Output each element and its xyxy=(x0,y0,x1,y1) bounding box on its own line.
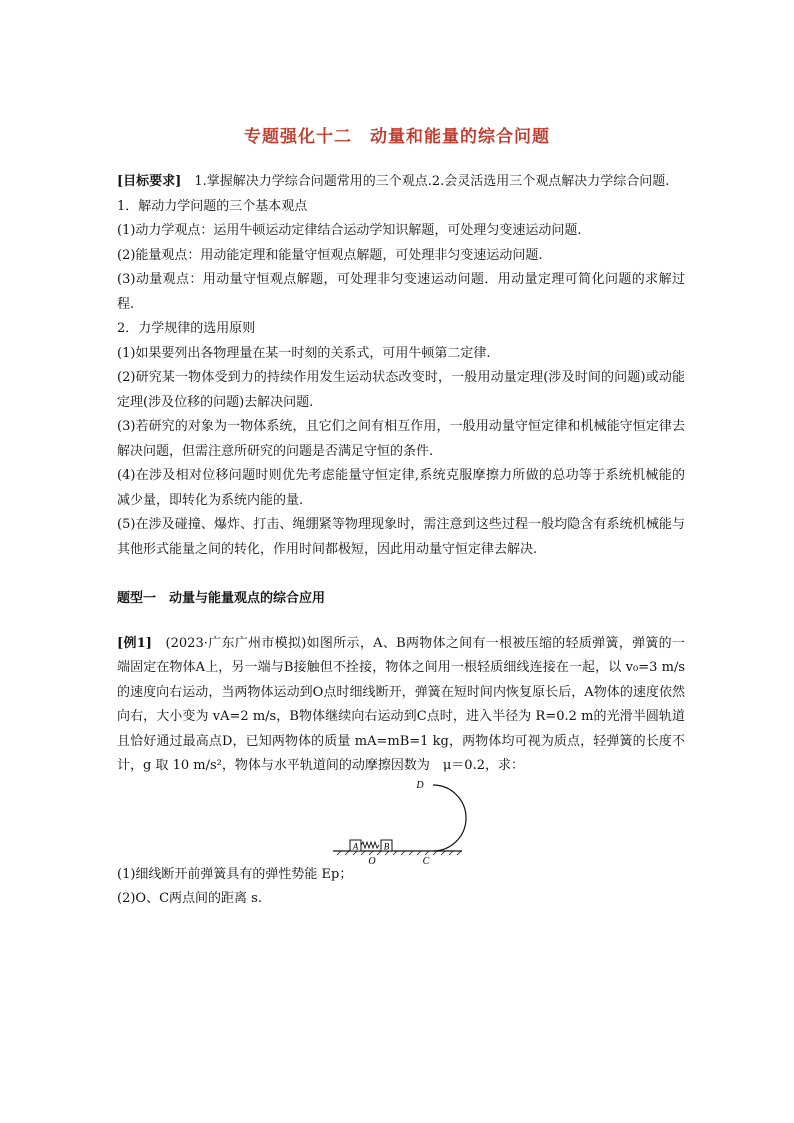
part1-item-3: (3)动量观点：用动量守恒观点解题，可处理非匀变速运动问题．用动量定理可简化问题的求解过程. xyxy=(117,272,685,312)
label-o: O xyxy=(368,855,376,867)
objectives-paragraph xyxy=(117,170,685,195)
page-title: 专题强化十二 动量和能量的综合问题 xyxy=(244,127,550,147)
label-d: D xyxy=(416,779,424,791)
part2-item-4: (4)在涉及相对位移问题时则优先考虑能量守恒定律,系统克服摩擦力所做的总功等于系统机械能的减少量，即转化为系统内能的量. xyxy=(117,468,685,508)
example-text: (2023·广东广州市模拟)如图所示，A、B两物体之间有一根被压缩的轻质弹簧，弹簧的一端固定在物体A上，另一端与B接触但不拴接，物体之间用一根轻质细线连接在一起，以 v₀=3 m/s的速度向右运动，当两物体运动到O点时细线断开，弹簧在短时间内恢复原长后，A物体的速度依然向右，大小变为 vA=2 m/s，B物体继续向右运动到C点时，进入半径为 R=0.2 m的光滑半圆轨道且恰好通过最高点D，已知两物体的质量 mA=mB=1 kg，两物体均可视为质点，轻弹簧的长度不计，g 取 10 m/s²，物体与水平轨道间的动摩擦因数为 μ＝0.2，求： xyxy=(117,635,685,773)
part2-item-1: (1)如果要列出各物理量在某一时刻的关系式，可用牛顿第二定律. xyxy=(117,345,491,361)
spring xyxy=(361,842,379,848)
question-1: (1)细线断开前弹簧具有的弹性势能 Ep； xyxy=(117,866,353,882)
part1-heading: 1．解动力学问题的三个基本观点 xyxy=(117,198,308,214)
label-c: C xyxy=(422,855,430,867)
part2-item-2: (2)研究某一物体受到力的持续作用发生运动状态改变时，一般用动量定理(涉及时间的问题)或动能定理(涉及位移的问题)去解决问题. xyxy=(117,370,685,410)
example-figure xyxy=(117,779,685,867)
part2-item-5: (5)在涉及碰撞、爆炸、打击、绳绷紧等物理现象时，需注意到这些过程一般均隐含有系统机械能与其他形式能量之间的转化，作用时间都极短，因此用动量守恒定律去解决. xyxy=(117,517,685,557)
section-heading: 题型一 动量与能量观点的综合应用 xyxy=(117,591,326,606)
part1-item-2: (2)能量观点：用动能定理和能量守恒观点解题，可处理非匀变速运动问题. xyxy=(117,247,543,263)
question-2: (2)O、C两点间的距离 s. xyxy=(117,891,262,906)
objectives-tag: [目标要求] xyxy=(117,174,182,189)
part2-item-3: (3)若研究的对象为一物体系统，且它们之间有相互作用，一般用动量守恒定律和机械能守恒定律去解决问题，但需注意所研究的问题是否满足守恒的条件. xyxy=(117,419,685,459)
label-a: A xyxy=(352,841,359,851)
objectives-text: 1.掌握解决力学综合问题常用的三个观点.2.会灵活选用三个观点解决力学综合问题. xyxy=(181,174,670,189)
example-tag: [例1] xyxy=(117,635,152,651)
example-paragraph xyxy=(117,632,685,779)
track-diagram xyxy=(117,779,685,867)
semicircle-track xyxy=(433,785,466,851)
part2-heading: 2．力学规律的选用原则 xyxy=(117,321,256,336)
label-b: B xyxy=(383,841,390,851)
part1-item-1: (1)动力学观点：运用牛顿运动定律结合运动学知识解题，可处理匀变速运动问题. xyxy=(117,223,582,238)
document-body xyxy=(117,170,685,912)
